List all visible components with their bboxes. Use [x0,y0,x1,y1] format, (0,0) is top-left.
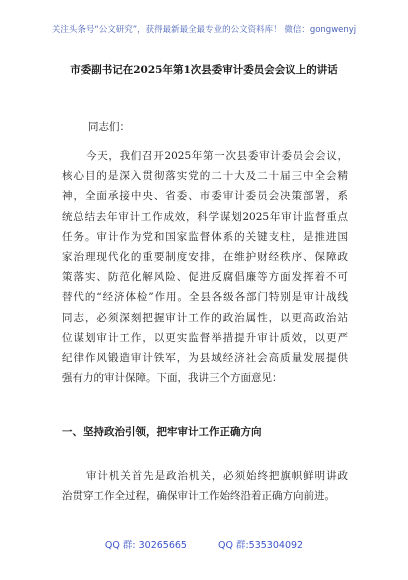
paragraph-line: 位谋划审计工作，以更实监督举措提升审计质效，以更严 [62,331,348,344]
paragraph-line: 核心目的是深入贯彻落实党的二十大及二十届三中全会精 [62,170,348,183]
footer-qq-group-2: QQ 群:535304092 [218,540,304,551]
footer-qq-group-1: QQ 群: 30265665 [104,540,187,551]
paragraph-line: 今天，我们召开2025年第一次县委审计委员会会议， [86,150,348,162]
paragraph-1 [62,146,348,388]
header-banner: 关注头条号“公文研究”，获得最新最全最专业的公文资料库！ 微信：gongwenyj [51,25,357,35]
paragraph-line: 策落实、防范化解风险、促进反腐倡廉等方面发挥着不可 [62,271,348,284]
paragraph-line: 替代的“经济体检”作用。全县各级各部门特别是审计战线 [62,291,348,304]
paragraph-2 [62,466,348,506]
document-title: 市委副书记在2025年第1次县委审计委员会会议上的讲话 [70,64,338,76]
paragraph-line: 家治理现代化的重要制度安排，在维护财经秩序、保障政 [62,250,348,263]
paragraph-line: 强有力的审计保障。下面，我讲三个方面意见： [62,372,283,385]
paragraph-line: 统总结去年审计工作成效，科学谋划2025年审计监督重点 [62,210,348,223]
greeting: 同志们： [88,121,130,133]
paragraph-line: 任务。审计作为党和国家监督体系的关键支柱，是推进国 [62,230,348,243]
paragraph-line: 神，全面承接中央、省委、市委审计委员会决策部署，系 [62,190,348,203]
paragraph-line: 同志，必须深刻把握审计工作的政治属性，以更高政治站 [62,311,348,324]
footer [0,537,408,551]
section-heading-1: 一、坚持政治引领，把牢审计工作正确方向 [62,426,262,438]
paragraph-line: 纪律作风锻造审计铁军，为县域经济社会高质量发展提供 [62,351,348,364]
paragraph-line: 治贯穿工作全过程，确保审计工作始终沿着正确方向前进。 [62,490,335,503]
paragraph-line: 审计机关首先是政治机关，必须始终把旗帜鲜明讲政 [86,470,348,482]
